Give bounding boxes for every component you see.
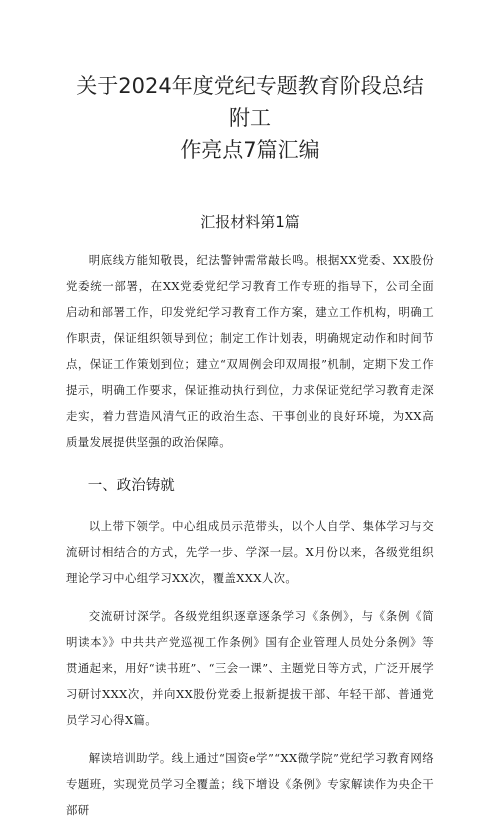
- section-title: 汇报材料第1篇: [200, 213, 300, 231]
- intro-paragraph: 明底线方能知敬畏，纪法警钟需常敲长鸣。根据XX党委、XX股份党委统一部署，在XX党委党纪学习教育工作专班的指导下，公司全面启动和部署工作，印发党纪学习教育工作方案，建立工作机构，明确工作职责，保证组织领导到位；制定工作计划表，明确规定动作和时间节点，保证工作策划到位；建立“双周例会印双周报”机制，定期下发工作提示，明确工作要求，保证推动执行到位，力求保证党纪学习教育走深走实，着力营造风清气正的政治生态、干事创业的良好环境，为XX高质量发展提供坚强的政治保障。: [66, 253, 434, 449]
- paragraph-discussion-learning: 交流研讨深学。各级党组织逐章逐条学习《条例》，与《条例《简明读本》》中共共产党巡视工作条例》国有企业管理人员处分条例》等贯通起来，用好“读书班”、“三会一课”、主题党日等方式，广泛开展学习研讨XXX次，并向XX股份党委上报新提拔干部、年轻干部、普通党员学习心得X篇。: [66, 609, 434, 727]
- document-title: [66, 0, 434, 166]
- section-heading-political: 一、政治铸就: [87, 478, 175, 494]
- document-title-line-2: 作亮点7篇汇编: [180, 138, 320, 162]
- paragraph-training-learning: 解读培训助学。线上通过“国资e学”“XX微学院”党纪学习教育网络专题班，实现党员学习全覆盖；线下增设《条例》专家解读作为央企干部研: [66, 751, 434, 817]
- paragraph-lead-learning: 以上带下领学。中心组成员示范带头，以个人自学、集体学习与交流研讨相结合的方式，先学一步、学深一层。X月份以来，各级党组织理论学习中心组学习XX次，覆盖XXX人次。: [66, 519, 434, 585]
- document-title-line-1: 关于2024年度党纪专题教育阶段总结附工: [76, 74, 424, 130]
